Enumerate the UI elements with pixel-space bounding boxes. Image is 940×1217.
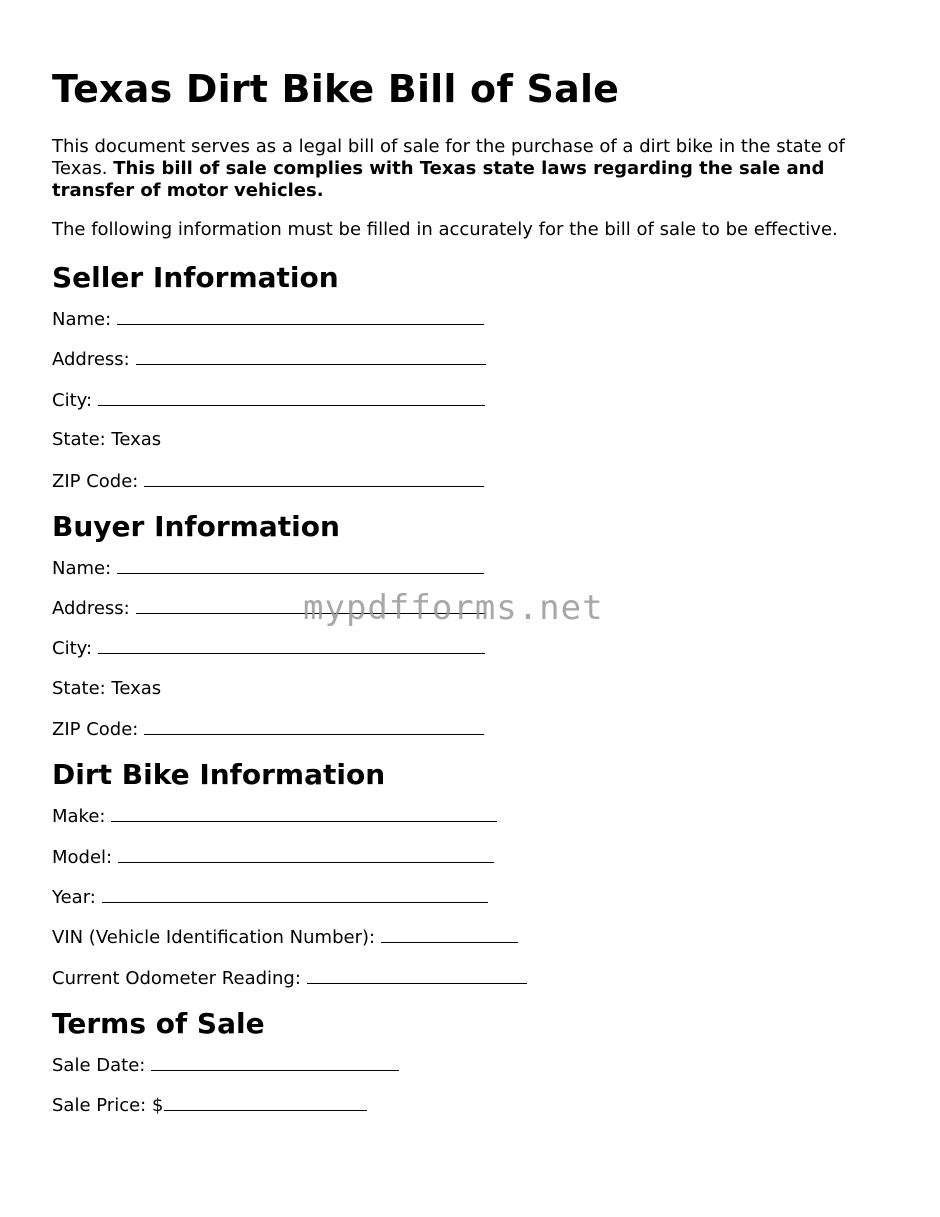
buyer-zip-blank[interactable] [144,718,484,735]
buyer-name-blank[interactable] [117,557,484,574]
buyer-name-row [52,557,872,579]
buyer-address-row [52,597,872,619]
seller-fields [52,308,872,492]
terms-fields [52,1054,872,1116]
intro-bold: This bill of sale complies with Texas state laws regarding the sale and transfer of motor vehicles. [52,158,825,201]
sale-date-label: Sale Date: [52,1054,146,1076]
bike-year-label: Year: [52,886,96,908]
buyer-state-row [52,678,872,700]
bike-make-row [52,805,872,827]
buyer-city-row [52,637,872,659]
seller-zip-blank[interactable] [144,470,484,487]
sale-date-blank[interactable] [151,1054,399,1071]
bike-year-row [52,886,872,908]
buyer-address-label: Address: [52,597,130,619]
sale-price-blank[interactable] [164,1094,367,1111]
bike-make-label: Make: [52,806,106,828]
buyer-city-blank[interactable] [98,637,485,654]
buyer-heading: Buyer Information [52,509,340,543]
seller-state-row [52,429,872,451]
sale-date-row [52,1054,872,1076]
bike-heading: Dirt Bike Information [52,758,386,792]
bike-model-row [52,846,872,868]
document-page [52,66,872,1116]
buyer-state-label: State: Texas [52,677,162,699]
bike-odometer-row [52,967,872,989]
watermark: mypdfforms.net [303,588,604,628]
seller-state-label: State: Texas [52,429,162,451]
sale-price-label: Sale Price: $ [52,1095,164,1117]
bike-model-blank[interactable] [118,846,494,863]
seller-city-label: City: [52,389,93,411]
bike-fields [52,805,872,989]
seller-name-blank[interactable] [117,308,484,325]
buyer-city-label: City: [52,638,93,660]
buyer-address-blank[interactable] [136,597,486,614]
page-title: Texas Dirt Bike Bill of Sale [52,67,620,111]
bike-vin-blank[interactable] [381,926,518,943]
bike-vin-row [52,926,872,948]
bike-odometer-label: Current Odometer Reading: [52,967,301,989]
buyer-zip-label: ZIP Code: [52,719,139,741]
bike-vin-label: VIN (Vehicle Identification Number): [52,927,376,949]
bike-year-blank[interactable] [102,886,488,903]
buyer-zip-row [52,718,872,740]
buyer-name-label: Name: [52,557,112,579]
intro-plain: This document serves as a legal bill of sale for the purchase of a dirt bike in the state of Texas. [52,136,845,179]
sale-price-row [52,1094,872,1116]
buyer-fields [52,557,872,741]
seller-zip-label: ZIP Code: [52,470,139,492]
seller-city-blank[interactable] [98,389,485,406]
bike-odometer-blank[interactable] [307,967,527,984]
seller-address-blank[interactable] [136,348,486,365]
bike-make-blank[interactable] [111,805,497,822]
seller-zip-row [52,470,872,492]
seller-name-label: Name: [52,309,112,330]
seller-city-row [52,389,872,411]
seller-name-row [52,308,872,330]
intro-paragraph [52,136,872,202]
seller-address-label: Address: [52,349,130,371]
terms-heading: Terms of Sale [52,1006,265,1040]
fill-notice: The following information must be filled in accurately for the bill of sale to be effective. [52,219,838,240]
bike-model-label: Model: [52,846,113,868]
seller-address-row [52,348,872,370]
seller-heading: Seller Information [52,261,339,294]
